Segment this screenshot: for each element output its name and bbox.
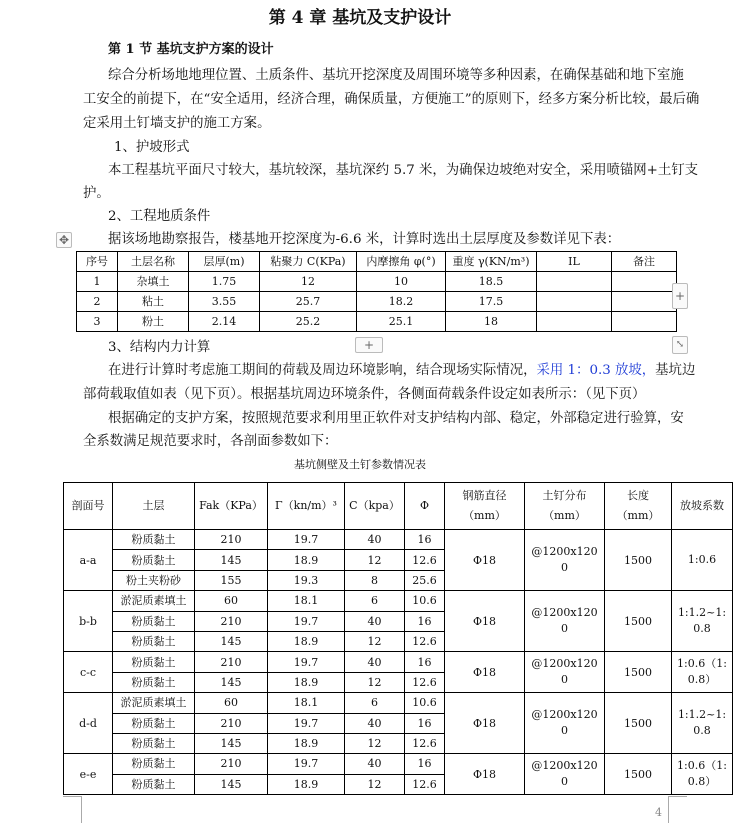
table1-cell — [537, 272, 612, 292]
para2-line2: 护。 — [83, 186, 110, 201]
table1-row — [77, 292, 677, 312]
length-cell: 1500 — [605, 754, 672, 795]
table2-cell: 19.7 — [268, 611, 345, 631]
table1-cell — [537, 292, 612, 312]
table2-cell: 粉质黏土 — [113, 774, 195, 794]
table1-cell: 1 — [77, 272, 118, 292]
table2-cell: 16 — [405, 611, 445, 631]
table2-row — [64, 693, 733, 713]
table2-cell: 145 — [195, 672, 268, 692]
table2-cell: 淤泥质素填土 — [113, 693, 195, 713]
slope-cell: 1:0.6 — [672, 530, 733, 591]
table1-cell: 17.5 — [446, 292, 537, 312]
table2-row — [64, 754, 733, 774]
table2-cell: 10.6 — [405, 693, 445, 713]
table2-header-cell: 剖面号 — [64, 483, 113, 530]
table2-header-cell: Fak（KPa） — [195, 483, 268, 530]
table2-cell: 145 — [195, 774, 268, 794]
table2-cell: 粉土夹粉砂 — [113, 570, 195, 590]
table2-header-cell: C（kpa） — [345, 483, 405, 530]
spacing-cell: @1200x1200 — [525, 754, 605, 795]
table2-cell: 16 — [405, 754, 445, 774]
table2-cell: 60 — [195, 693, 268, 713]
table2-cell: 25.6 — [405, 570, 445, 590]
table1-cell: 3.55 — [189, 292, 260, 312]
table-move-handle-icon[interactable]: ✥ — [56, 232, 72, 248]
table2-cell: 12.6 — [405, 550, 445, 570]
table1-cell — [612, 272, 677, 292]
table2-row — [64, 652, 733, 672]
soil-nail-parameter-table — [63, 482, 733, 795]
section-id-cell: a-a — [64, 530, 113, 591]
table2-cell: 粉质黏土 — [113, 652, 195, 672]
table2-cell: 18.1 — [268, 693, 345, 713]
table1-header-cell: 重度 γ(KN/m³) — [446, 252, 537, 272]
table2-header-cell: 放坡系数 — [672, 483, 733, 530]
spacing-cell: @1200x1200 — [525, 693, 605, 754]
table1-header-cell: 粘聚力 C(KPa) — [260, 252, 357, 272]
table1-cell — [537, 312, 612, 332]
length-cell: 1500 — [605, 591, 672, 652]
table1-cell: 10 — [357, 272, 446, 292]
table2-cell: 18.9 — [268, 550, 345, 570]
page-number: 4 — [655, 806, 662, 819]
table2-cell: 粉质黏土 — [113, 733, 195, 753]
item1-heading: 1、护坡形式 — [114, 140, 190, 155]
item2-heading: 2、工程地质条件 — [108, 209, 211, 224]
table2-cell: 19.7 — [268, 652, 345, 672]
table2-cell: 淤泥质素填土 — [113, 591, 195, 611]
spacing-cell: @1200x1200 — [525, 652, 605, 693]
table2-cell: 12 — [345, 672, 405, 692]
rebar-cell: Φ18 — [445, 754, 525, 795]
table2-cell: 18.9 — [268, 733, 345, 753]
table1-cell: 25.2 — [260, 312, 357, 332]
table2-cell: 18.9 — [268, 774, 345, 794]
table1-row — [77, 272, 677, 292]
section-id-cell: d-d — [64, 693, 113, 754]
para4-text-a: 在进行计算时考虑施工期间的荷载及周边环境影响，结合现场实际情况， — [108, 363, 537, 378]
table2-cell: 6 — [345, 591, 405, 611]
spacing-cell: @1200x1200 — [525, 591, 605, 652]
add-row-button[interactable]: + — [355, 337, 383, 353]
table2-cell: 19.7 — [268, 713, 345, 733]
para2-line1: 本工程基坑平面尺寸较大，基坑较深，基坑深约 5.7 米，为确保边坡绝对安全，采用喷锚网+土钉支 — [108, 163, 699, 178]
table1-cell: 25.7 — [260, 292, 357, 312]
rebar-cell: Φ18 — [445, 530, 525, 591]
length-cell: 1500 — [605, 530, 672, 591]
table1-row — [77, 312, 677, 332]
rebar-cell: Φ18 — [445, 652, 525, 693]
table-resize-handle-icon[interactable]: ⤡ — [672, 336, 688, 354]
table2-cell: 12.6 — [405, 733, 445, 753]
table1-header-cell: 内摩擦角 φ(°) — [357, 252, 446, 272]
table2-cell: 210 — [195, 713, 268, 733]
table2-cell: 19.3 — [268, 570, 345, 590]
item3-heading: 3、结构内力计算 — [108, 340, 211, 355]
para4-line1 — [108, 362, 695, 380]
table2-cell: 粉质黏土 — [113, 713, 195, 733]
table2-header-cell: Φ — [405, 483, 445, 530]
table1-cell: 3 — [77, 312, 118, 332]
table2-cell: 16 — [405, 713, 445, 733]
table2-cell: 粉质黏土 — [113, 550, 195, 570]
table1-cell: 粘土 — [118, 292, 189, 312]
section-id-cell: e-e — [64, 754, 113, 795]
table1-cell: 18.2 — [357, 292, 446, 312]
para5-line1: 根据确定的支护方案，按照规范要求利用里正软件对支护结构内部、稳定，外部稳定进行验算，安 — [108, 411, 684, 426]
table1-cell: 2 — [77, 292, 118, 312]
table1-cell: 1.75 — [189, 272, 260, 292]
para1-line3: 定采用土钉墙支护的施工方案。 — [83, 116, 271, 131]
table2-cell: 12 — [345, 774, 405, 794]
table1-cell: 杂填土 — [118, 272, 189, 292]
table2-cell: 12 — [345, 733, 405, 753]
table2-header-row — [64, 483, 733, 530]
spacing-cell: @1200x1200 — [525, 530, 605, 591]
para1-line2: 工安全的前提下，在“安全适用，经济合理，确保质量，方便施工”的原则下，经多方案分析比较，最后确 — [83, 92, 700, 107]
table1-cell — [612, 292, 677, 312]
para4-highlight: 采用 1：0.3 放坡， — [536, 363, 656, 378]
table1-header-cell: IL — [537, 252, 612, 272]
table2-header-cell: 土层 — [113, 483, 195, 530]
para5-line2: 全系数满足规范要求时，各剖面参数如下： — [83, 434, 338, 449]
table1-cell: 粉土 — [118, 312, 189, 332]
slope-cell: 1:0.6（1:0.8） — [672, 754, 733, 795]
length-cell: 1500 — [605, 693, 672, 754]
add-column-button[interactable]: + — [672, 283, 688, 309]
table2-cell: 16 — [405, 530, 445, 550]
table2-cell: 6 — [345, 693, 405, 713]
table2-cell: 12 — [345, 550, 405, 570]
table2-cell: 16 — [405, 652, 445, 672]
length-cell: 1500 — [605, 652, 672, 693]
table2-cell: 18.9 — [268, 631, 345, 651]
table1-cell: 2.14 — [189, 312, 260, 332]
table2-cell: 145 — [195, 733, 268, 753]
table1-header-cell: 层厚(m) — [189, 252, 260, 272]
table2-header-cell: 土钉分布（mm） — [525, 483, 605, 530]
table2-header-cell: 钢筋直径（mm） — [445, 483, 525, 530]
table2-cell: 40 — [345, 611, 405, 631]
table2-cell: 12.6 — [405, 672, 445, 692]
margin-mark-left — [63, 796, 82, 823]
table2-cell: 19.7 — [268, 754, 345, 774]
rebar-cell: Φ18 — [445, 693, 525, 754]
table1-header-row — [77, 252, 677, 272]
table2-cell: 12.6 — [405, 631, 445, 651]
slope-cell: 1:0.6（1:0.8） — [672, 652, 733, 693]
slope-cell: 1:1.2~1:0.8 — [672, 591, 733, 652]
table2-caption: 基坑侧壁及土钉参数情况表 — [294, 458, 426, 471]
para3: 据该场地勘察报告，楼基地开挖深度为-6.6 米，计算时选出土层厚度及参数详见下表： — [108, 232, 621, 247]
table2-cell: 8 — [345, 570, 405, 590]
table2-cell: 18.9 — [268, 672, 345, 692]
section-id-cell: b-b — [64, 591, 113, 652]
table2-row — [64, 591, 733, 611]
table2-cell: 粉质黏土 — [113, 672, 195, 692]
table2-header-cell: 长度（mm） — [605, 483, 672, 530]
table1-header-cell: 备注 — [612, 252, 677, 272]
table2-cell: 12.6 — [405, 774, 445, 794]
table2-cell: 145 — [195, 631, 268, 651]
chapter-title: 第 4 章 基坑及支护设计 — [268, 8, 452, 28]
margin-mark-right — [668, 796, 687, 823]
table2-cell: 210 — [195, 754, 268, 774]
table1-cell: 12 — [260, 272, 357, 292]
table1-cell — [612, 312, 677, 332]
table2-cell: 粉质黏土 — [113, 754, 195, 774]
table1-header-cell: 土层名称 — [118, 252, 189, 272]
table2-cell: 粉质黏土 — [113, 530, 195, 550]
slope-cell: 1:1.2~1:0.8 — [672, 693, 733, 754]
table2-cell: 210 — [195, 611, 268, 631]
table2-cell: 155 — [195, 570, 268, 590]
table2-cell: 210 — [195, 530, 268, 550]
table2-cell: 10.6 — [405, 591, 445, 611]
table2-cell: 40 — [345, 530, 405, 550]
table2-row — [64, 530, 733, 550]
table2-cell: 210 — [195, 652, 268, 672]
soil-layer-table — [76, 251, 677, 332]
table2-cell: 18.1 — [268, 591, 345, 611]
para4-line2: 部荷载取值如表（见下页）。根据基坑周边环境条件，各侧面荷载条件设定如表所示：（见下页） — [83, 387, 646, 402]
table1-cell: 25.1 — [357, 312, 446, 332]
table2-header-cell: Γ（kn/m）³ — [268, 483, 345, 530]
table2-cell: 40 — [345, 652, 405, 672]
table1-header-cell: 序号 — [77, 252, 118, 272]
section-title: 第 1 节 基坑支护方案的设计 — [108, 42, 274, 57]
table1-cell: 18 — [446, 312, 537, 332]
table2-cell: 粉质黏土 — [113, 611, 195, 631]
table2-cell: 19.7 — [268, 530, 345, 550]
table1-cell: 18.5 — [446, 272, 537, 292]
section-id-cell: c-c — [64, 652, 113, 693]
para4-text-c: 基坑边 — [655, 363, 696, 378]
table2-cell: 粉质黏土 — [113, 631, 195, 651]
table2-cell: 145 — [195, 550, 268, 570]
table2-cell: 40 — [345, 754, 405, 774]
rebar-cell: Φ18 — [445, 591, 525, 652]
table2-cell: 60 — [195, 591, 268, 611]
table2-cell: 40 — [345, 713, 405, 733]
para1-line1: 综合分析场地地理位置、土质条件、基坑开挖深度及周围环境等多种因素，在确保基础和地下室施 — [108, 68, 684, 83]
table2-cell: 12 — [345, 631, 405, 651]
